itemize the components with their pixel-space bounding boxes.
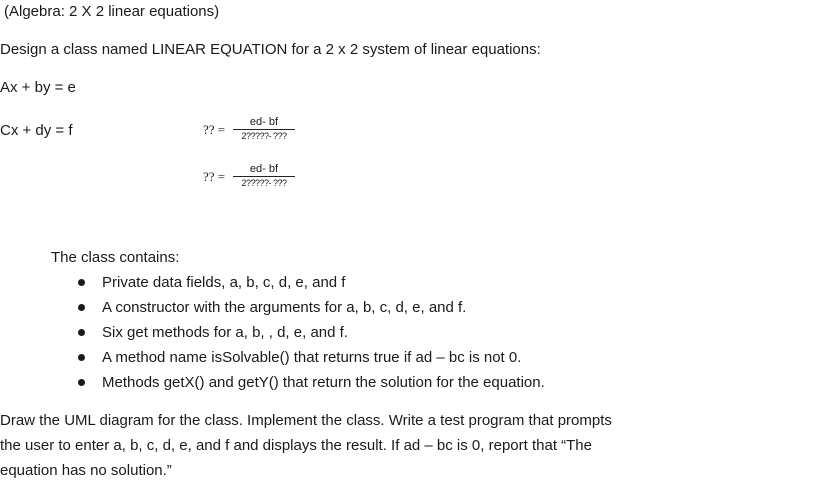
formula-x [203, 116, 303, 146]
bullet-icon [78, 379, 85, 386]
problem-heading: (Algebra: 2 X 2 linear equations) [4, 3, 220, 20]
list-item-text: A constructor with the arguments for a, b, c, d, e, and f. [102, 299, 467, 316]
equation-2: Cx + dy = f [0, 122, 73, 139]
bullet-icon [78, 304, 85, 311]
list-item [78, 270, 545, 295]
fraction-bar [233, 129, 295, 130]
formula-x-lhs: ?? = [203, 122, 226, 137]
list-item-text: Methods getX() and getY() that return the solution for the equation. [102, 374, 545, 391]
formula-y-lhs: ?? = [203, 169, 226, 184]
bullet-icon [78, 279, 85, 286]
formula-y-numerator: ed- bf [249, 163, 279, 175]
formula-y [203, 163, 303, 193]
list-item [78, 295, 545, 320]
formula-x-fraction [233, 116, 295, 142]
equation-1: Ax + by = e [0, 79, 76, 96]
intro-text: Design a class named LINEAR EQUATION for a 2 x 2 system of linear equations: [0, 41, 541, 58]
member-list [78, 270, 545, 395]
bullet-icon [78, 329, 85, 336]
list-item-text: Private data fields, a, b, c, d, e, and f [102, 274, 346, 291]
closing-line: equation has no solution.” [0, 462, 172, 479]
list-item [78, 345, 545, 370]
closing-line: the user to enter a, b, c, d, e, and f and displays the result. If ad – bc is 0, report that “The [0, 437, 592, 454]
closing-line: Draw the UML diagram for the class. Implement the class. Write a test program that prompts [0, 412, 612, 429]
list-item-text: Six get methods for a, b, , d, e, and f. [102, 324, 348, 341]
bullet-icon [78, 354, 85, 361]
fraction-bar [233, 176, 295, 177]
formula-x-numerator: ed- bf [249, 116, 279, 128]
contains-label: The class contains: [51, 249, 180, 266]
formula-y-denominator: 2?????- ??? [241, 178, 287, 188]
list-item-text: A method name isSolvable() that returns true if ad – bc is not 0. [102, 349, 522, 366]
list-item [78, 320, 545, 345]
closing-paragraph [0, 408, 700, 483]
formula-x-denominator: 2?????- ??? [241, 131, 287, 141]
formula-y-fraction [233, 163, 295, 189]
list-item [78, 370, 545, 395]
